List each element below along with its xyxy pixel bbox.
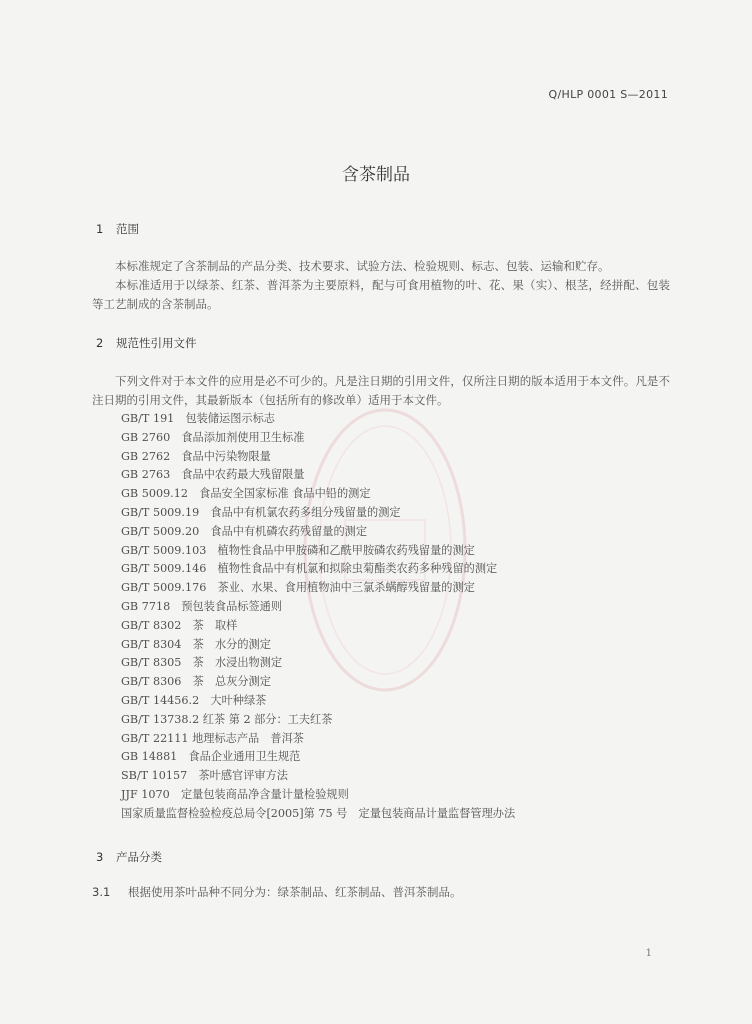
- reference-list: [121, 410, 515, 824]
- reference-item: GB/T 8306 茶 总灰分测定: [121, 675, 271, 689]
- reference-item: 国家质量监督检验检疫总局令[2005]第 75 号 定量包装商品计量监督管理办法: [121, 806, 516, 820]
- section-1-heading: [96, 221, 139, 237]
- reference-item: GB 14881 食品企业通用卫生规范: [121, 750, 301, 764]
- reference-item: GB/T 8302 茶 取样: [121, 618, 238, 632]
- page-number: 1: [645, 948, 652, 959]
- reference-item: GB/T 8305 茶 水浸出物测定: [121, 656, 283, 670]
- section-1-number: 1: [96, 222, 104, 236]
- reference-item: GB/T 14456.2 大叶种绿茶: [121, 693, 267, 707]
- reference-item: GB/T 5009.19 食品中有机氯农药多组分残留量的测定: [121, 505, 401, 519]
- section-1-paragraph-2: 本标准适用于以绿茶、红茶、普洱茶为主要原料，配与可食用植物的叶、花、果（实）、根茎，经拼配、包装等工艺制成的含茶制品。: [92, 278, 670, 311]
- section-1-paragraph-1: 本标准规定了含茶制品的产品分类、技术要求、试验方法、检验规则、标志、包装、运输和贮存。: [115, 259, 610, 273]
- reference-item: GB/T 5009.146 植物性食品中有机氯和拟除虫菊酯类农药多种残留的测定: [121, 562, 498, 576]
- reference-item: GB/T 5009.103 植物性食品中甲胺磷和乙酰甲胺磷农药残留量的测定: [121, 543, 475, 557]
- clause-3-1-number: 3.1: [92, 885, 111, 899]
- reference-item: GB 7718 预包装食品标签通则: [121, 599, 283, 613]
- document-title: 含茶制品: [342, 165, 410, 185]
- reference-item: GB 2760 食品添加剂使用卫生标准: [121, 430, 305, 444]
- reference-item: GB/T 8304 茶 水分的测定: [121, 637, 271, 651]
- reference-item: JJF 1070 定量包装商品净含量计量检验规则: [121, 787, 349, 801]
- reference-item: GB 2763 食品中农药最大残留限量: [121, 468, 305, 482]
- section-3-number: 3: [96, 850, 104, 864]
- reference-item: GB/T 5009.20 食品中有机磷农药残留量的测定: [121, 524, 368, 538]
- reference-item: GB 2762 食品中污染物限量: [121, 449, 271, 463]
- standard-code: Q/HLP 0001 S—2011: [548, 88, 668, 101]
- reference-item: GB 5009.12 食品安全国家标准 食品中铅的测定: [121, 487, 371, 501]
- section-3-heading: [96, 849, 162, 865]
- reference-item: GB/T 22111 地理标志产品 普洱茶: [121, 731, 304, 745]
- reference-item: GB/T 13738.2 红茶 第 2 部分：工夫红茶: [121, 712, 333, 726]
- clause-3-1-text: 根据使用茶叶品种不同分为：绿茶制品、红茶制品、普洱茶制品。: [128, 885, 462, 899]
- section-2-heading: [96, 335, 197, 351]
- clause-3-1: [92, 884, 462, 900]
- section-3-title: 产品分类: [116, 850, 162, 864]
- reference-item: SB/T 10157 茶叶感官评审方法: [121, 769, 288, 783]
- section-2-number: 2: [96, 336, 104, 350]
- section-2-intro: 下列文件对于本文件的应用是必不可少的。凡是注日期的引用文件，仅所注日期的版本适用于本文件。凡是不注日期的引用文件，其最新版本（包括所有的修改单）适用于本文件。: [92, 374, 670, 407]
- section-1-title: 范围: [116, 222, 139, 236]
- section-2-title: 规范性引用文件: [116, 336, 197, 350]
- reference-item: GB/T 191 包装储运图示标志: [121, 412, 275, 425]
- reference-item: GB/T 5009.176 茶业、水果、食用植物油中三氯杀螨醇残留量的测定: [121, 581, 475, 595]
